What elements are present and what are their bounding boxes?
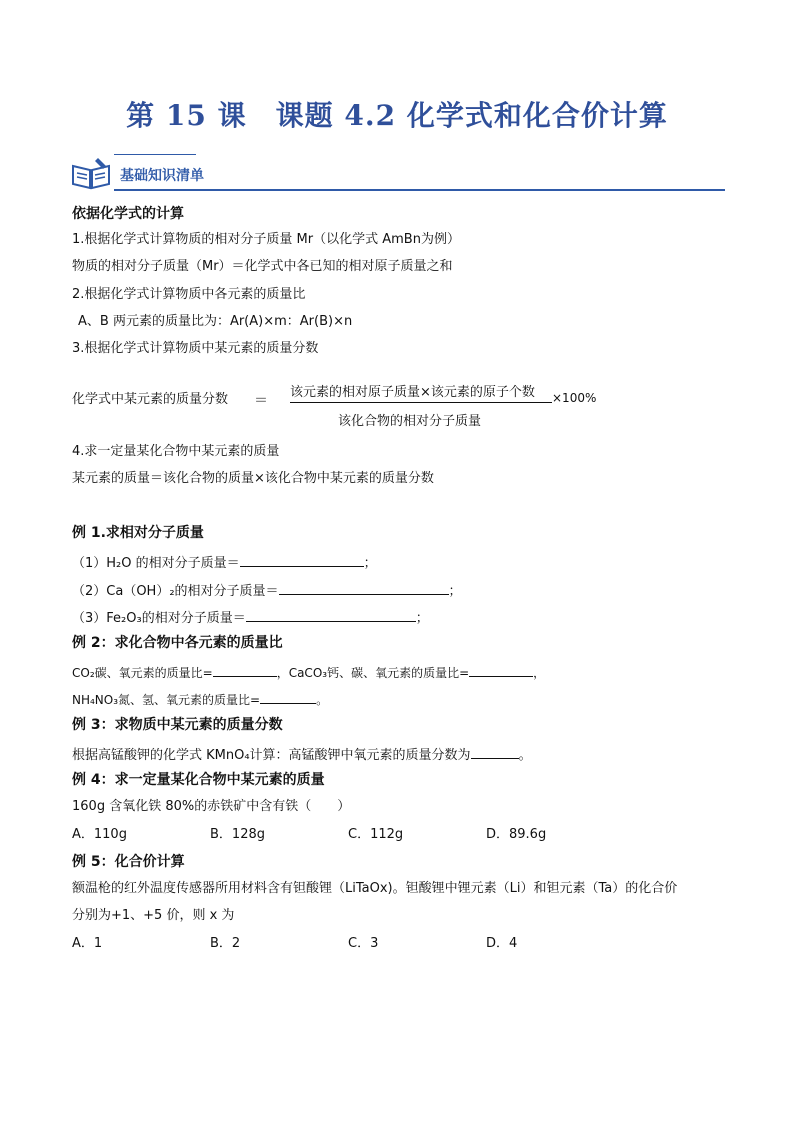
example-2-title: 例 2：求化合物中各元素的质量比 [72, 635, 283, 651]
formula-suffix: ×100% [552, 391, 597, 405]
example-1-q1: （1）H₂O 的相对分子质量＝ ； [72, 552, 377, 573]
formula-denominator: 该化合物的相对分子质量 [338, 414, 482, 429]
header-short-rule [114, 154, 196, 155]
formula-label: 化学式中某元素的质量分数 [72, 392, 229, 407]
page-title: 第 15 课 课题 4.2 化学式和化合价计算 [126, 99, 668, 132]
book-icon [70, 156, 112, 190]
section-label: 基础知识清单 [120, 168, 204, 184]
example-1-q2: （2）Ca（OH）₂的相对分子质量＝ ； [72, 580, 462, 601]
header-rule [114, 189, 725, 191]
text-line-1: 1.根据化学式计算物质的相对分子质量 Mr（以化学式 AmBn为例） [72, 232, 460, 247]
answer-blank[interactable] [240, 552, 364, 567]
example-1-q3: （3）Fe₂O₃的相对分子质量＝ ； [72, 607, 429, 628]
example-5-q1: 额温枪的红外温度传感器所用材料含有钽酸锂（LiTaOx)。钽酸锂中锂元素（Li）和钽元素（Ta）的化合价 [72, 881, 678, 896]
text-line-4: A、B 两元素的质量比为：Ar(A)×m：Ar(B)×n [78, 314, 353, 329]
text-line-7: 某元素的质量＝该化合物的质量×该化合物中某元素的质量分数 [72, 471, 434, 486]
option-a[interactable]: A．1 [72, 936, 103, 951]
answer-blank[interactable] [469, 662, 533, 677]
text-line-5: 3.根据化学式计算物质中某元素的质量分数 [72, 341, 319, 356]
option-c[interactable]: C．112g [348, 827, 404, 842]
answer-blank[interactable] [213, 662, 277, 677]
formula-equals: ＝ [254, 393, 268, 409]
option-d[interactable]: D．4 [486, 936, 518, 951]
option-d[interactable]: D．89.6g [486, 827, 547, 842]
fraction-bar [290, 402, 552, 403]
option-a[interactable]: A．110g [72, 827, 127, 842]
example-4-title: 例 4：求一定量某化合物中某元素的质量 [72, 772, 325, 788]
example-4-q: 160g 含氧化铁 80%的赤铁矿中含有铁（ ） [72, 799, 351, 814]
example-2-q2: NH₄NO₃氮、氢、氧元素的质量比= 。 [72, 689, 328, 709]
text-line-2: 物质的相对分子质量（Mr）＝化学式中各已知的相对原子质量之和 [72, 259, 453, 274]
example-3-q: 根据高锰酸钾的化学式 KMnO₄计算：高锰酸钾中氧元素的质量分数为 。 [72, 744, 532, 765]
answer-blank[interactable] [279, 580, 449, 595]
example-1-title: 例 1.求相对分子质量 [72, 525, 204, 541]
option-b[interactable]: B．2 [210, 936, 241, 951]
heading-formula-calc: 依据化学式的计算 [72, 206, 184, 222]
example-5-q2: 分别为+1、+5 价，则 x 为 [72, 908, 235, 923]
example-2-q1: CO₂碳、氧元素的质量比= ，CaCO₃钙、碳、氧元素的质量比= ， [72, 662, 545, 682]
section-header [70, 150, 725, 194]
answer-blank[interactable] [471, 744, 519, 759]
answer-blank[interactable] [260, 689, 316, 704]
option-b[interactable]: B．128g [210, 827, 265, 842]
text-line-6: 4.求一定量某化合物中某元素的质量 [72, 444, 280, 459]
answer-blank[interactable] [246, 607, 416, 622]
text-line-3: 2.根据化学式计算物质中各元素的质量比 [72, 287, 306, 302]
example-3-title: 例 3：求物质中某元素的质量分数 [72, 717, 283, 733]
example-5-title: 例 5：化合价计算 [72, 854, 185, 870]
option-c[interactable]: C．3 [348, 936, 379, 951]
formula-numerator: 该元素的相对原子质量×该元素的原子个数 [290, 385, 535, 400]
